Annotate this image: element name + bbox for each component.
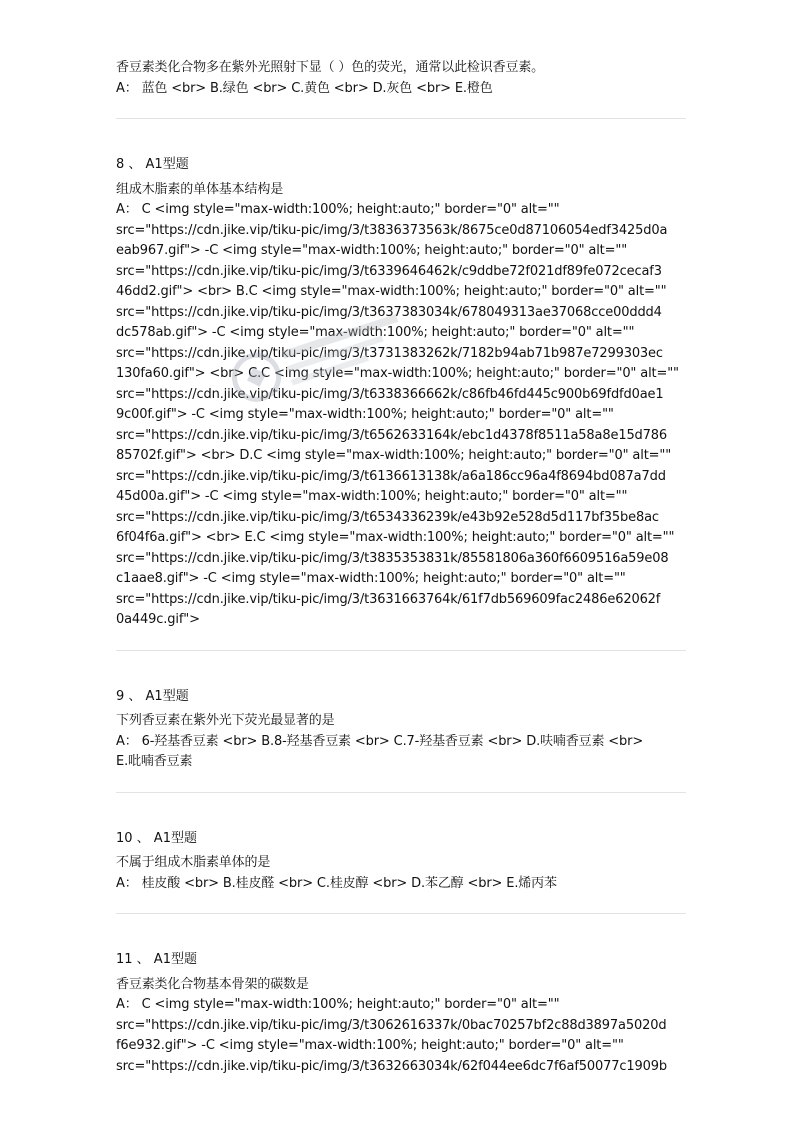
question-text: 不属于组成木脂素单体的是: [116, 855, 271, 870]
answer-line: 0a449c.gif">: [116, 612, 200, 627]
answer-line: c1aae8.gif"> -C <img style="max-width:100%; height:auto;" border="0" alt="": [116, 571, 626, 586]
answer-line: f6e932.gif"> -C <img style="max-width:100%; height:auto;" border="0" alt="": [116, 1038, 624, 1053]
answer-line: eab967.gif"> -C <img style="max-width:100%; height:auto;" border="0" alt="": [116, 243, 628, 258]
question-heading: 8 、 A1型题: [116, 157, 189, 172]
answer-line: A： C <img style="max-width:100%; height:auto;" border="0" alt="": [116, 202, 560, 217]
question-9: [116, 687, 686, 773]
answer-line: 46dd2.gif"> <br> B.C <img style="max-width:100%; height:auto;" border="0" alt="": [116, 284, 667, 299]
answer-line: dc578ab.gif"> -C <img style="max-width:100%; height:auto;" border="0" alt="": [116, 325, 635, 340]
divider: [116, 792, 686, 793]
document-page: [116, 58, 686, 1077]
answer-line: A： 蓝色 <br> B.绿色 <br> C.黄色 <br> D.灰色 <br> E.橙色: [116, 80, 493, 96]
question-heading: 9 、 A1型题: [116, 688, 189, 704]
answer-line: 45d00a.gif"> -C <img style="max-width:100%; height:auto;" border="0" alt="": [116, 489, 628, 504]
answer-options: [116, 79, 686, 100]
question-text: 下列香豆素在紫外光下荧光最显著的是: [116, 713, 335, 728]
answer-line: E.吡喃香豆素: [116, 754, 193, 769]
question-text: 组成木脂素的单体基本结构是: [116, 181, 284, 197]
answer-line: src="https://cdn.jike.vip/tiku-pic/img/3/t6562633164k/ebc1d4378f8511a58a8e15d786: [116, 427, 668, 443]
answer-line: src="https://cdn.jike.vip/tiku-pic/img/3/t6534336239k/e43b92e528d5d117bf35be8ac: [116, 509, 659, 525]
question-7: [116, 58, 686, 99]
question-heading: 10 、 A1型题: [116, 830, 197, 846]
divider: [116, 118, 686, 119]
question-11: [116, 950, 686, 1077]
answer-line: src="https://cdn.jike.vip/tiku-pic/img/3/t3062616337k/0bac70257bf2c88d3897a5020d: [116, 1017, 667, 1033]
answer-options: [116, 732, 686, 773]
answer-line: A： 6-羟基香豆素 <br> B.8-羟基香豆素 <br> C.7-羟基香豆素 <br> D.呋喃香豆素 <br>: [116, 733, 644, 749]
answer-line: A： 桂皮酸 <br> B.桂皮醛 <br> C.桂皮醇 <br> D.苯乙醇 <br> E.烯丙苯: [116, 875, 557, 891]
answer-line: src="https://cdn.jike.vip/tiku-pic/img/3/t6338366662k/c86fb46fd445c900b69fdfd0ae1: [116, 386, 664, 402]
answer-line: A： C <img style="max-width:100%; height:auto;" border="0" alt="": [116, 997, 560, 1012]
answer-line: src="https://cdn.jike.vip/tiku-pic/img/3/t6136613138k/a6a186cc96a4f8694bd087a7dd: [116, 468, 666, 484]
answer-line: src="https://cdn.jike.vip/tiku-pic/img/3/t3731383262k/7182b94ab71b987e7299303ec: [116, 345, 663, 361]
answer-line: src="https://cdn.jike.vip/tiku-pic/img/3/t3835353831k/85581806a360f6609516a59e08: [116, 550, 669, 566]
divider: [116, 913, 686, 914]
answer-line: src="https://cdn.jike.vip/tiku-pic/img/3/t3631663764k/61f7db569609fac2486e62062f: [116, 591, 661, 607]
question-10: [116, 829, 686, 895]
divider: [116, 650, 686, 651]
question-text: 香豆素类化合物基本骨架的碳数是: [116, 976, 309, 992]
answer-line: 130fa60.gif"> <br> C.C <img style="max-width:100%; height:auto;" border="0" alt="": [116, 366, 679, 381]
answer-line: src="https://cdn.jike.vip/tiku-pic/img/3/t3836373563k/8675ce0d87106054edf3425d0a: [116, 222, 668, 238]
answer-options: [116, 874, 686, 895]
answer-line: 6f04f6a.gif"> <br> E.C <img style="max-width:100%; height:auto;" border="0" alt="": [116, 530, 675, 545]
question-text: 香豆素类化合物多在紫外光照射下显（ ）色的荧光，通常以此检识香豆素。: [116, 60, 545, 75]
answer-line: 9c00f.gif"> -C <img style="max-width:100%; height:auto;" border="0" alt="": [116, 407, 614, 422]
answer-line: src="https://cdn.jike.vip/tiku-pic/img/3/t6339646462k/c9ddbe72f021df89fe072cecaf3: [116, 263, 662, 279]
answer-options: [116, 200, 686, 631]
question-heading: 11 、 A1型题: [116, 952, 197, 967]
answer-line: src="https://cdn.jike.vip/tiku-pic/img/3/t3632663034k/62f044ee6dc7f6af50077c1909b: [116, 1058, 667, 1074]
question-8: [116, 155, 686, 631]
answer-options: [116, 995, 686, 1077]
answer-line: src="https://cdn.jike.vip/tiku-pic/img/3/t3637383034k/678049313ae37068cce00ddd4: [116, 304, 662, 320]
answer-line: 85702f.gif"> <br> D.C <img style="max-width:100%; height:auto;" border="0" alt="": [116, 448, 672, 463]
